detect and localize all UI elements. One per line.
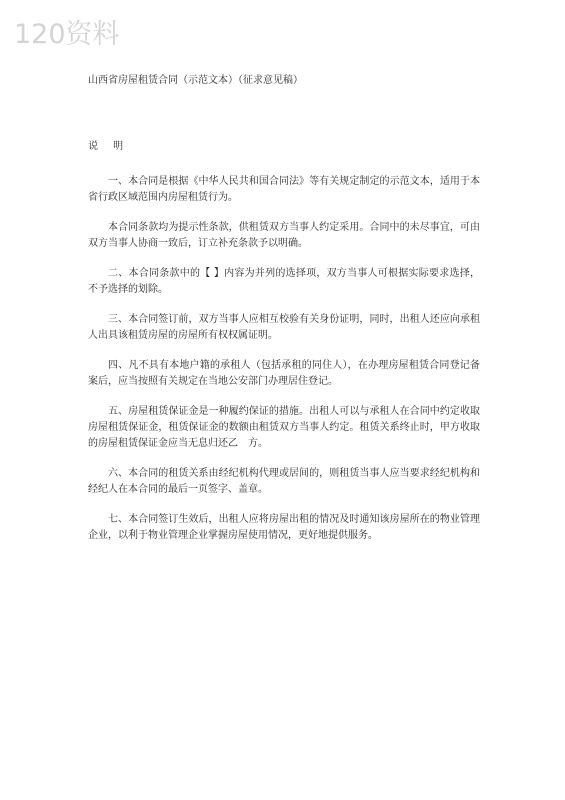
document-body (88, 74, 480, 544)
paragraph-1: 一、本合同是根据《中华人民共和国合同法》等有关规定制定的示范文本，适用于本省行政区域范围内房屋租赁行为。 (88, 176, 480, 203)
paragraph-7: 六、本合同的租赁关系由经纪机构代理或居间的，则租赁当事人应当要求经纪机构和经纪人在本合同的最后一页签字、盖章。 (88, 468, 480, 495)
paragraph-8: 七、本合同签订生效后，出租人应将房屋出租的情况及时通知该房屋所在的物业管理企业，以利于物业管理企业掌握房屋使用情况，更好地提供服务。 (88, 514, 480, 541)
paragraph-3: 二、本合同条款中的【 】内容为并列的选择项，双方当事人可根据实际要求选择，不予选择的划除。 (88, 268, 480, 295)
paragraph-5: 四、凡不具有本地户籍的承租人（包括承租的同住人），在办理房屋租赁合同登记备案后，应当按照有关规定在当地公安部门办理居住登记。 (88, 360, 480, 387)
watermark-logo: 120资料 (14, 19, 120, 50)
paragraph-6: 五、房屋租赁保证金是一种履约保证的措施。出租人可以与承租人在合同中约定收取房屋租赁保证金，租赁保证金的数额由租赁双方当事人约定。租赁关系终止时，甲方收取的房屋租赁保证金应当无息归还乙 方。 (88, 406, 480, 449)
paragraph-2: 本合同条款均为提示性条款，供租赁双方当事人约定采用。合同中的未尽事宜，可由双方当事人协商一致后，订立补充条款予以明确。 (88, 222, 480, 249)
paragraph-4: 三、本合同签订前，双方当事人应相互校验有关身份证明，同时，出租人还应向承租人出具该租赁房屋的房屋所有权权属证明。 (88, 314, 480, 341)
document-title: 山西省房屋租赁合同（示范文本）（征求意见稿） (88, 75, 303, 86)
section-heading: 说 明 (88, 141, 130, 152)
